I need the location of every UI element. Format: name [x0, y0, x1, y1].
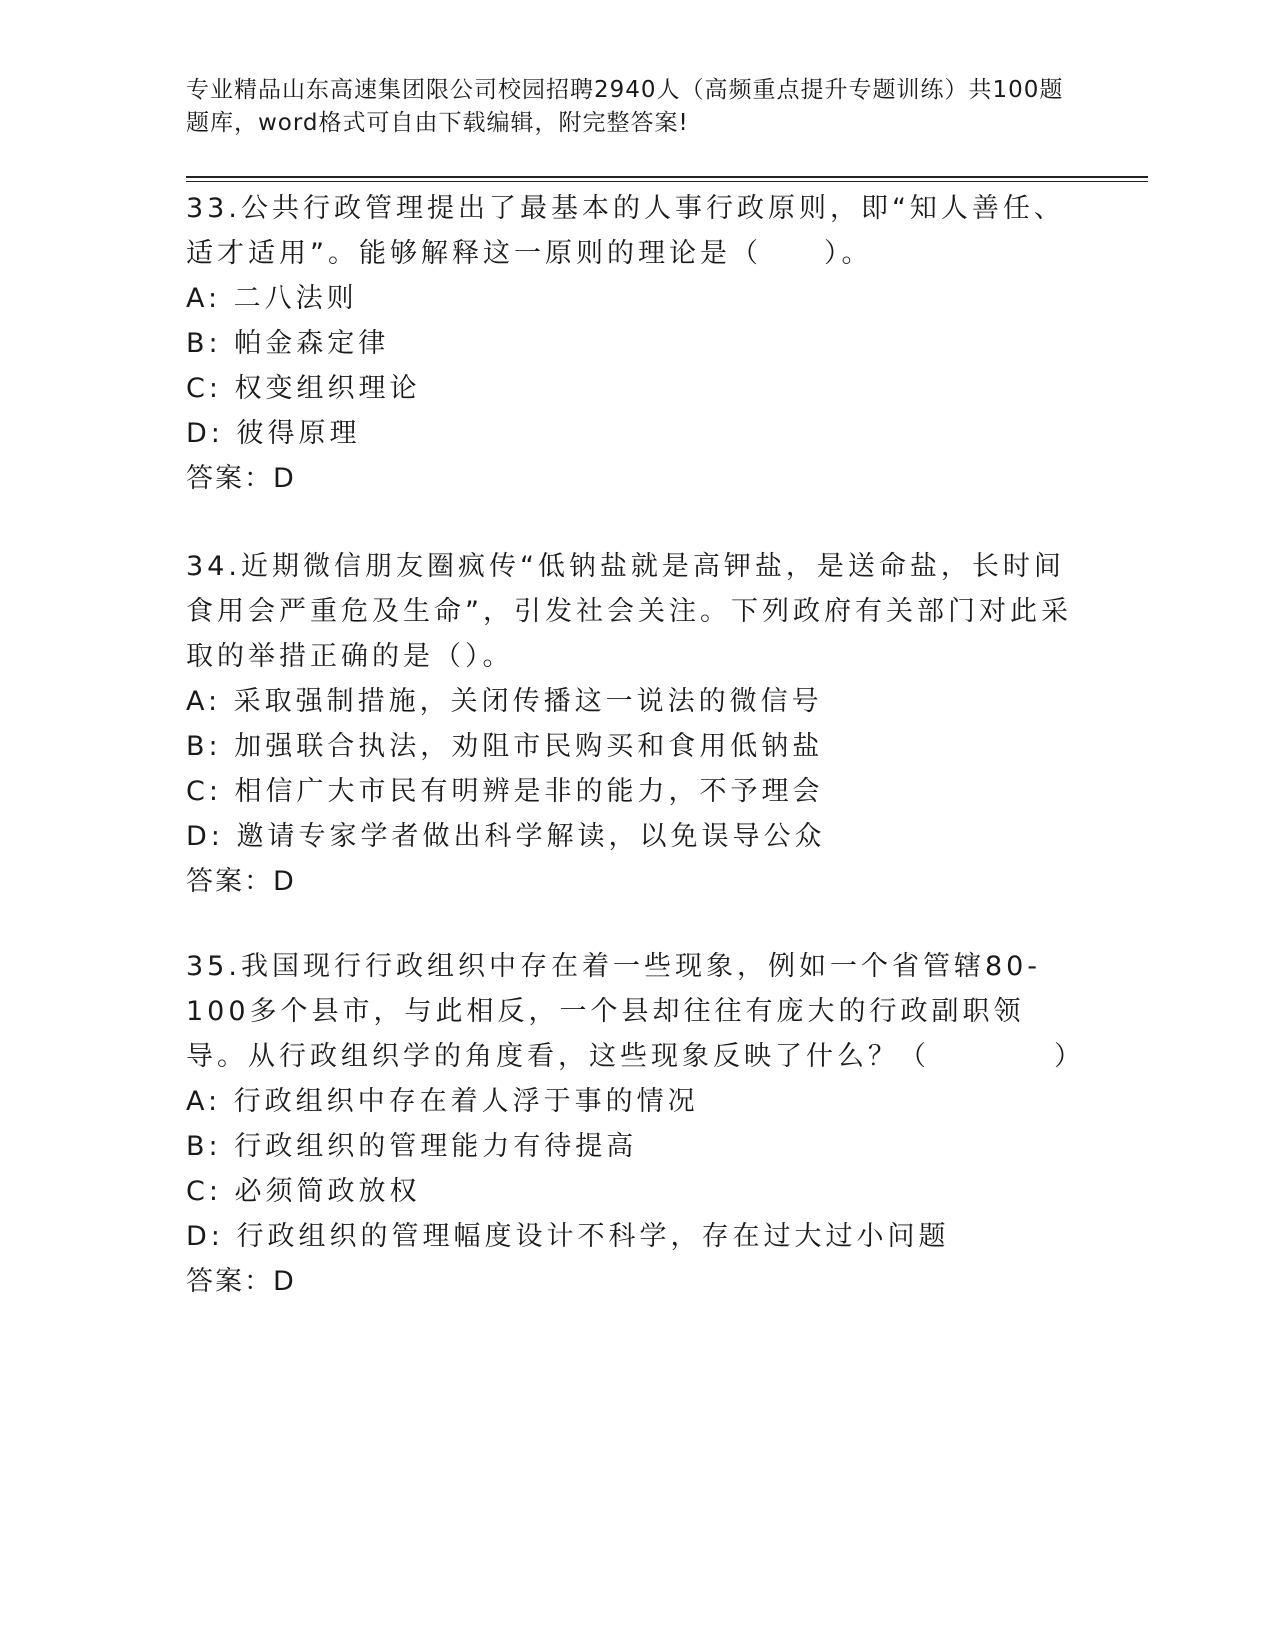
question-text: 33.公共行政管理提出了最基本的人事行政原则，即“知人善任、适才适用”。能够解释这一原则的理论是（ ）。 — [186, 193, 1065, 269]
option-a: A: 行政组织中存在着人浮于事的情况 — [186, 1086, 699, 1117]
question-35 — [186, 944, 1086, 1304]
option-d: D: 行政组织的管理幅度设计不科学，存在过大过小问题 — [186, 1221, 950, 1252]
question-text: 35.我国现行行政组织中存在着一些现象，例如一个省管辖80-100多个县市，与此相反，一个县却往往有庞大的行政副职领导。从行政组织学的角度看，这些现象反映了什么？（ ） — [186, 951, 1085, 1072]
option-d: D: 邀请专家学者做出科学解读，以免误导公众 — [186, 821, 826, 852]
option-a: A: 采取强制措施，关闭传播这一说法的微信号 — [186, 686, 823, 717]
question-33 — [186, 186, 1086, 501]
option-c: C: 必须简政放权 — [186, 1176, 421, 1207]
answer: 答案：D — [186, 1266, 296, 1297]
option-a: A: 二八法则 — [186, 283, 358, 314]
answer: 答案：D — [186, 866, 296, 897]
question-34 — [186, 544, 1086, 904]
document-header: 专业精品山东高速集团限公司校园招聘2940人（高频重点提升专题训练）共100题 题库，word格式可自由下载编辑，附完整答案! — [186, 77, 1064, 136]
option-b: B: 帕金森定律 — [186, 328, 390, 359]
option-c: C: 权变组织理论 — [186, 373, 421, 404]
question-text: 34.近期微信朋友圈疯传“低钠盐就是高钾盐，是送命盐，长时间食用会严重危及生命”，引发社会关注。下列政府有关部门对此采取的举措正确的是（）。 — [186, 551, 1072, 672]
answer: 答案：D — [186, 463, 296, 494]
header-rule-thick — [186, 176, 1148, 178]
option-b: B: 加强联合执法，劝阻市民购买和食用低钠盐 — [186, 731, 824, 762]
option-d: D: 彼得原理 — [186, 418, 361, 449]
option-b: B: 行政组织的管理能力有待提高 — [186, 1131, 638, 1162]
header-rule-thin — [186, 181, 1148, 182]
option-c: C: 相信广大市民有明辨是非的能力，不予理会 — [186, 776, 824, 807]
